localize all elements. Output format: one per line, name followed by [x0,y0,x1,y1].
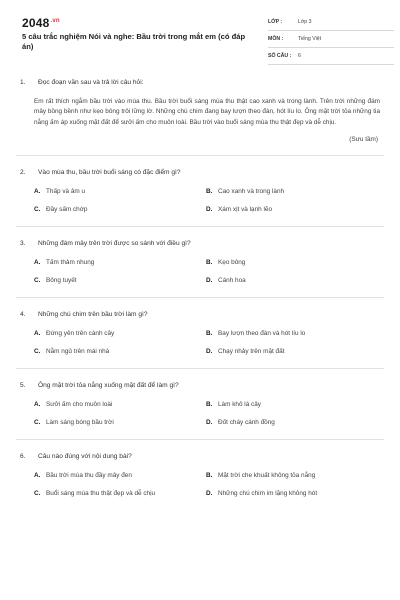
option-text: Bay lượn theo đàn và hót líu lo [218,330,306,338]
divider [16,439,384,440]
question-number: 6. [20,453,26,461]
option-a[interactable] [34,187,206,196]
divider [16,226,384,227]
option-text: Đứng yên trên cành cây [46,330,115,338]
question-4 [16,310,384,356]
option-letter: D. [206,490,213,498]
question-number: 5. [20,382,26,390]
option-a[interactable] [34,400,206,409]
option-d[interactable] [206,418,378,427]
option-text: Cánh hoa [218,277,246,285]
option-text: Chạy nhảy trên mặt đất [218,348,285,356]
meta-info [268,14,394,65]
option-text: Cao xanh và trong lành [218,188,285,196]
option-letter: C. [34,348,41,356]
question-number: 3. [20,240,26,248]
answer-options [34,329,384,356]
option-a[interactable] [34,329,206,338]
option-b[interactable] [206,400,378,409]
option-letter: A. [34,330,41,338]
option-b[interactable] [206,258,378,267]
question-header [16,381,384,391]
question-6 [16,452,384,498]
answer-options [34,400,384,427]
meta-row-grade [268,14,394,31]
site-logo[interactable] [22,16,60,30]
option-letter: B. [206,330,213,338]
option-letter: A. [34,472,41,480]
question-header [16,310,384,320]
option-d[interactable] [206,276,378,285]
option-letter: D. [206,277,213,285]
worksheet-header [16,12,384,60]
answer-options [34,187,384,214]
option-letter: C. [34,419,41,427]
option-a[interactable] [34,471,206,480]
option-c[interactable] [34,347,206,356]
option-text: Sưởi ấm cho muôn loài [46,401,113,409]
question-text: Những chú chim trên bầu trời làm gì? [38,311,148,319]
answer-options [34,258,384,285]
question-5 [16,381,384,427]
option-letter: B. [206,259,213,267]
option-text: Bông tuyết [46,277,77,285]
meta-value-grade: Lớp 3 [298,19,312,25]
divider [16,297,384,298]
question-header [16,78,384,88]
page-title: 5 câu trắc nghiệm Nói và nghe: Bầu trời trong mắt em (có đáp án) [22,32,246,51]
divider [16,155,384,156]
option-letter: C. [34,277,41,285]
option-text: Làm sáng bóng bầu trời [46,419,114,427]
logo-text: 2048 [22,16,50,30]
option-c[interactable] [34,418,206,427]
option-letter: B. [206,472,213,480]
meta-key-count: SỐ CÂU : [268,53,292,59]
meta-value-subject: Tiếng Việt [298,36,322,42]
meta-key-grade: LỚP : [268,19,283,25]
question-text: Câu nào đúng với nội dung bài? [38,453,132,461]
option-letter: C. [34,206,41,214]
meta-row-count [268,48,394,65]
question-header [16,239,384,249]
option-text: Nằm ngủ trên mái nhà [46,348,110,356]
option-letter: A. [34,259,41,267]
option-text: Tấm thảm nhung [46,259,95,267]
divider [16,368,384,369]
question-1 [16,78,384,143]
option-letter: A. [34,188,41,196]
question-text: Đọc đoạn văn sau và trả lời câu hỏi: [38,79,144,86]
option-b[interactable] [206,471,378,480]
option-letter: A. [34,401,41,409]
option-text: Đầy sấm chớp [46,206,88,214]
question-header [16,452,384,462]
question-number: 1. [20,79,26,86]
question-header [16,168,384,178]
question-number: 2. [20,169,26,177]
option-letter: D. [206,348,213,356]
option-letter: B. [206,188,213,196]
option-text: Bầu trời mùa thu đầy mây đen [46,472,132,480]
answer-options [34,471,384,498]
option-c[interactable] [34,276,206,285]
option-d[interactable] [206,489,378,498]
question-number: 4. [20,311,26,319]
option-text: Đốt cháy cánh đồng [218,419,275,427]
question-text: Ông mặt trời tỏa nắng xuống mặt đất để làm gì? [38,382,179,390]
logo-suffix: .vn [50,18,60,24]
option-text: Kẹo bông [218,259,246,267]
option-text: Buổi sáng mùa thu thật đẹp và dễ chịu [46,490,156,498]
option-letter: C. [34,490,41,498]
option-text: Xám xịt và lạnh lẽo [218,206,272,214]
option-c[interactable] [34,205,206,214]
option-text: Thấp và âm u [46,188,86,196]
meta-key-subject: MÔN : [268,36,284,42]
option-text: Làm khô lá cây [218,401,261,409]
option-text: Mặt trời che khuất không tỏa nắng [218,472,316,480]
question-2 [16,168,384,214]
option-letter: D. [206,206,213,214]
question-list [16,78,384,498]
option-d[interactable] [206,347,378,356]
option-d[interactable] [206,205,378,214]
option-text: Những chú chim im lặng không hót [218,490,318,498]
meta-row-subject [268,31,394,48]
option-a[interactable] [34,258,206,267]
question-text: Những đám mây trên trời được so sánh với điều gì? [38,240,191,248]
option-b[interactable] [206,329,378,338]
reading-passage: Em rất thích ngắm bầu trời vào mùa thu. Bầu trời buổi sáng mùa thu thật cao xanh và trong lành. Trên trời những đám mây bồng bềnh như kẹo bông trôi lững lờ. Những chú chim đang bay lượn theo đàn, hót líu lo. Ông mặt trời tỏa những tia nắng ấm áp xuống mặt đất để sưởi ấm cho muôn loài. Bầu trời vào buổi sáng mùa thu thật đẹp và dễ chịu. [34,98,380,126]
question-text: Vào mùa thu, bầu trời buổi sáng có đặc điểm gì? [38,169,181,177]
passage-source: (Sưu tầm) [349,136,378,144]
option-letter: D. [206,419,213,427]
question-3 [16,239,384,285]
option-c[interactable] [34,489,206,498]
option-letter: B. [206,401,213,409]
option-b[interactable] [206,187,378,196]
meta-value-count: 6 [298,53,301,59]
